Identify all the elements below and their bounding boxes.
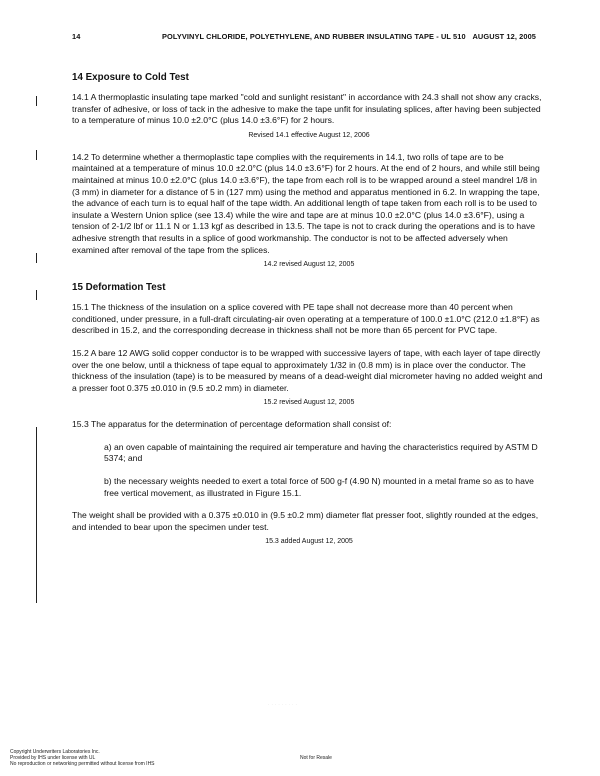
- list-item-b: b) the necessary weights needed to exert a total force of 500 g-f (4.90 N) mounted in a metal frame so as to have free vertical movement, as illustrated in Figure 15.1.: [104, 476, 534, 498]
- page-header: [72, 32, 536, 46]
- revision-note: 15.2 revised August 12, 2005: [263, 399, 355, 407]
- header-date: AUGUST 12, 2005: [472, 32, 536, 41]
- not-for-resale-label: Not for Resale: [300, 755, 332, 761]
- revision-note: Revised 14.1 effective August 12, 2006: [248, 131, 370, 139]
- paragraph-15-1: 15.1 The thickness of the insulation on a splice covered with PE tape shall not decrease more than 40 percent when conditioned, under pressure, in a full-draft circulating-air oven operating at a temperature of 100.0 ±1.0°C (212.0 ±1.8°F) as described in 15.2, and the corresponding decrease in thickness shall not be more than 65 percent for PVC tape.: [72, 302, 540, 336]
- revision-bar: [36, 96, 37, 106]
- paragraph-14-2: 14.2 To determine whether a thermoplastic tape complies with the requirements in 14.1, two rolls of tape are to be maintained at a temperature of minus 10.0 ±2.0°C (plus 14.0 ±3.6°F) for 2 hours. At the end of 2 hours, and while still being maintained at minus 10.0 ±2.0°C (plus 14.0 ±3.6°F), the tape from each roll is to be wrapped around a steel mandrel 1/8 in (3 mm) in diameter for a distance of 5 in (127 mm) using the method and apparatus mentioned in 6.2. In wrapping the tape, the advance of each turn is to equal half of the tape width. An additional length of tape taken from each roll is to be used to insulate a Western Union splice (see 13.4) while the wire and tape are at minus 10.0 ±2.0°C (plus 14.0 ±3.6°F), using a tension of 2-1/2 lbf or 11.1 N or 1.13 kgf as described in 13.5. The tape is not to crack during the operations and is to have adhesive strength that results in a splice of good workmanship. The conductor is not to be affected adversely when examined after removal of the tape from the splices.: [72, 151, 540, 255]
- footer-line: Copyright Underwriters Laboratories Inc.: [10, 749, 100, 755]
- paragraph-15-2: 15.2 A bare 12 AWG solid copper conductor is to be wrapped with successive layers of tape, with each layer of tape directly over the one below, until a thickness of tape equal to approximately 1/32 in (0.8 mm) is in place over the conductor. The thickness of the insulation (tape) is to be measured by means of a dead-weight dial micrometer having no added weight and a presser foot 0.375 ±0.010 in (9.5 ±0.2 mm) in diameter.: [72, 347, 543, 393]
- copyright-footer: [10, 749, 155, 767]
- revision-note: 15.3 added August 12, 2005: [265, 538, 353, 546]
- footer-line: No reproduction or networking permitted without license from IHS: [10, 761, 155, 767]
- paragraph-14-1: 14.1 A thermoplastic insulating tape marked "cold and sunlight resistant" in accordance with 24.3 shall not show any cracks, transfer of adhesive, or loss of tack in the adhesive to make the tape unfit for insulating splices, after having been subjected to a temperature of minus 10.0 ±2.0°C (plus 14.0 ±3.6°F) for 2 hours.: [72, 92, 542, 126]
- page-number: 14: [72, 32, 81, 41]
- paragraph-15-3: 15.3 The apparatus for the determination of percentage deformation shall consist of:: [72, 419, 392, 430]
- list-item-a: a) an oven capable of maintaining the required air temperature and having the characteristics required by ASTM D 5374; and: [104, 441, 538, 464]
- paragraph-15-3-weight: The weight shall be provided with a 0.375 ±0.010 in (9.5 ±0.2 mm) diameter flat presser foot, slightly rounded at the edges, and intended to bear upon the specimen under test.: [72, 510, 539, 532]
- section-heading-14: 14 Exposure to Cold Test: [72, 72, 189, 83]
- document-title: POLYVINYL CHLORIDE, POLYETHYLENE, AND RUBBER INSULATING TAPE - UL 510: [162, 32, 466, 41]
- revision-bar: [36, 150, 37, 160]
- footer-line: Provided by IHS under license with UL: [10, 755, 96, 761]
- document-body: [72, 72, 546, 547]
- revision-bar: [36, 290, 37, 300]
- revision-bar: [36, 253, 37, 263]
- watermark-text: · · · · · · · · ·: [268, 702, 298, 707]
- revision-note: 14.2 revised August 12, 2005: [263, 261, 355, 269]
- revision-bar: [36, 427, 37, 603]
- section-heading-15: 15 Deformation Test: [72, 282, 166, 294]
